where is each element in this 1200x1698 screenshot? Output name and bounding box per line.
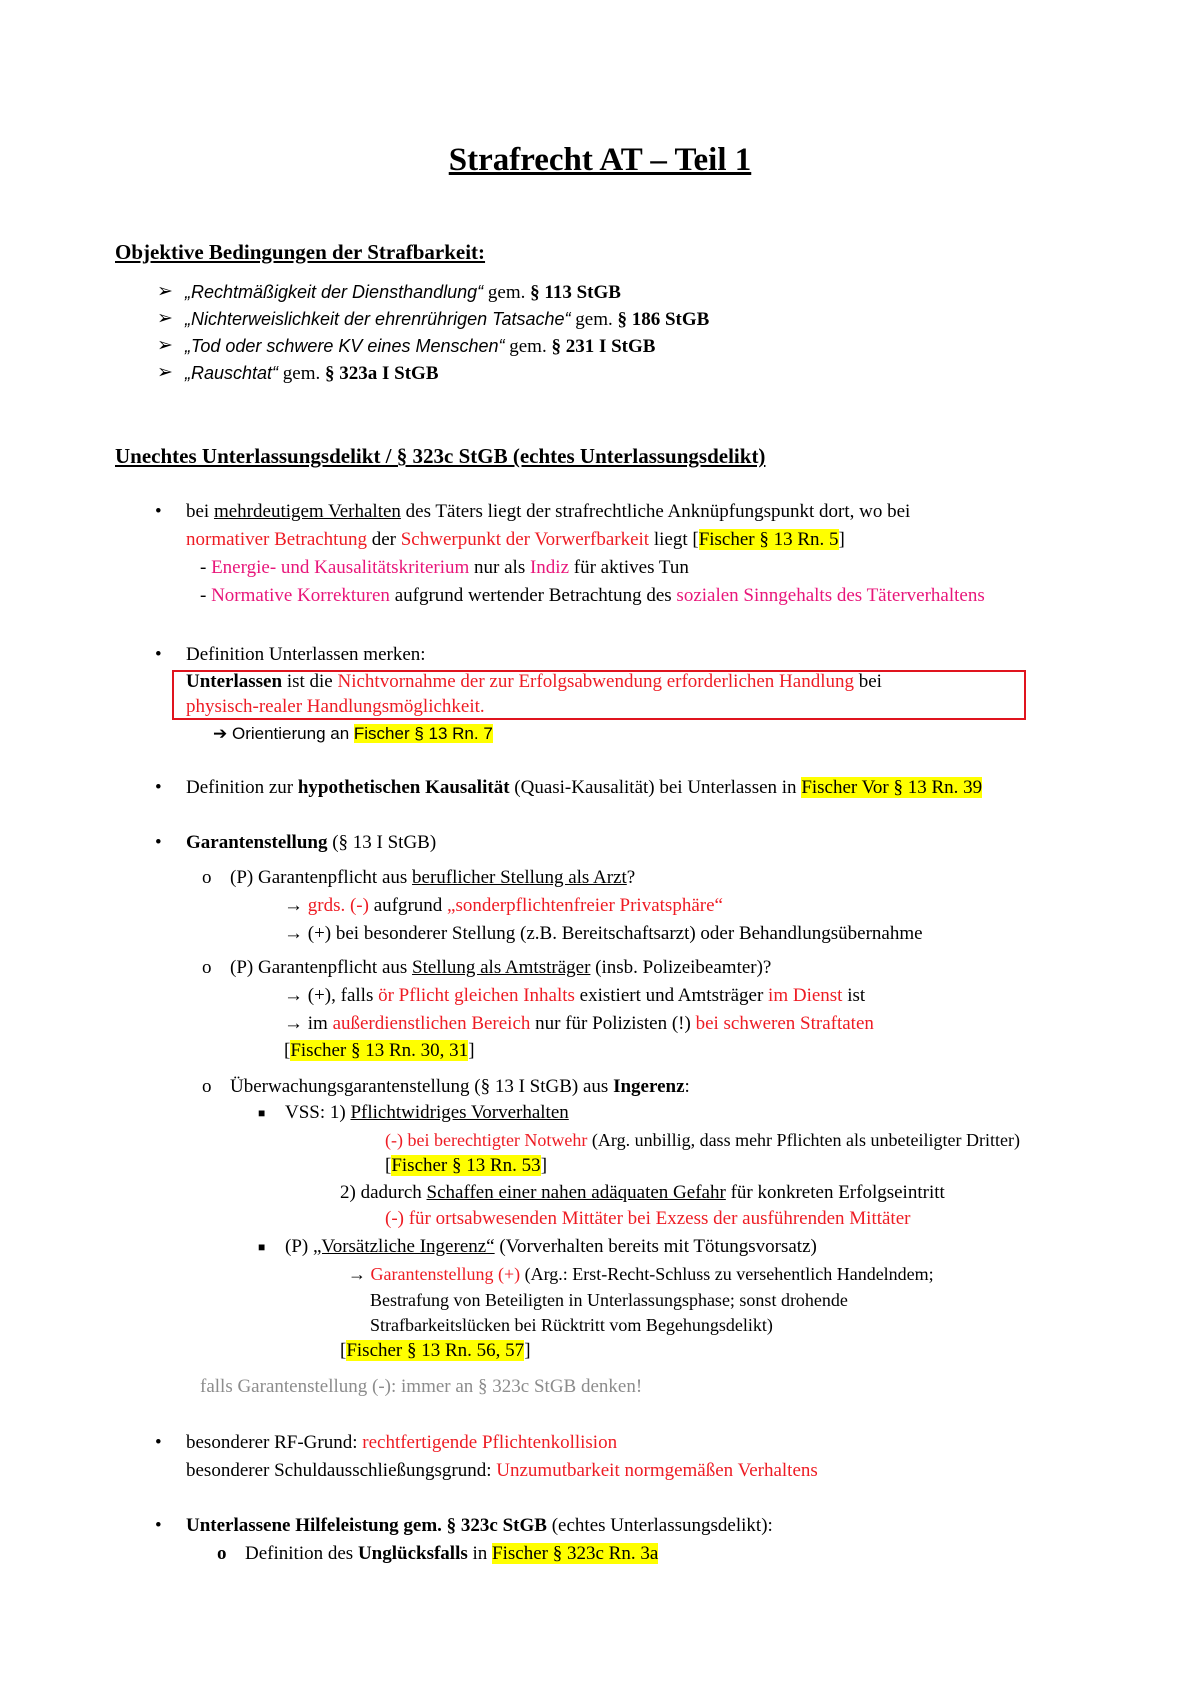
fischer-citation: Fischer § 13 Rn. 5 (698, 529, 839, 550)
bullet-icon: • (155, 501, 162, 522)
arrow-right-icon: → (284, 895, 303, 916)
section-heading-objective-conditions: Objektive Bedingungen der Strafbarkeit: (115, 240, 486, 264)
paragraph-line: besonderer RF-Grund: rechtfertigende Pflichtenkollision (186, 1432, 618, 1453)
circle-bullet-icon: o (202, 1076, 212, 1097)
paragraph-line: - Normative Korrekturen aufgrund wertender Betrachtung des sozialen Sinngehalts des Täterverhaltens (200, 585, 985, 606)
fischer-citation: Fischer § 13 Rn. 53 (391, 1155, 541, 1176)
bullet-icon: • (155, 1432, 162, 1453)
paragraph-line: Überwachungsgarantenstellung (§ 13 I StGB) aus Ingerenz: (230, 1076, 690, 1097)
bullet-icon: • (155, 777, 162, 798)
list-item: „Tod oder schwere KV eines Menschen“ gem. § 231 I StGB (185, 336, 656, 357)
paragraph-line: [Fischer § 13 Rn. 53] (385, 1155, 548, 1176)
fischer-citation: Fischer § 323c Rn. 3a (492, 1543, 659, 1564)
paragraph-line: 2) dadurch Schaffen einer nahen adäquaten Gefahr für konkreten Erfolgseintritt (340, 1182, 945, 1203)
arrow-bullet-icon: ➢ (157, 308, 173, 329)
circle-bullet-icon: o (202, 957, 212, 978)
arrow-bullet-icon: ➢ (157, 281, 173, 302)
paragraph-line: → im außerdienstlichen Bereich nur für Polizisten (!) bei schweren Straftaten (284, 1013, 874, 1034)
paragraph-line: Definition zur hypothetischen Kausalität (Quasi-Kausalität) bei Unterlassen in Fischer Vor § 13 Rn. 39 (186, 777, 983, 798)
circle-bullet-icon: o (202, 867, 212, 888)
arrow-right-icon: → (348, 1264, 366, 1284)
paragraph-line: normativer Betrachtung der Schwerpunkt der Vorwerfbarkeit liegt [Fischer § 13 Rn. 5] (186, 529, 845, 550)
bullet-icon: • (155, 644, 162, 665)
paragraph-line: (P) „Vorsätzliche Ingerenz“ (Vorverhalten bereits mit Tötungsvorsatz) (285, 1236, 817, 1257)
arrow-right-icon: → (284, 1013, 303, 1034)
fischer-citation: Fischer § 13 Rn. 30, 31 (290, 1040, 469, 1061)
arrow-right-icon: → (284, 985, 303, 1006)
circle-bullet-icon: o (217, 1543, 227, 1564)
paragraph-line: Unterlassene Hilfeleistung gem. § 323c StGB (echtes Unterlassungsdelikt): (186, 1515, 773, 1536)
paragraph-line: VSS: 1) Pflichtwidriges Vorverhalten (285, 1102, 569, 1123)
paragraph-line: Definition Unterlassen merken: (186, 644, 426, 665)
list-item: „Rechtmäßigkeit der Diensthandlung“ gem. § 113 StGB (185, 282, 621, 303)
arrow-right-icon: → (284, 923, 303, 944)
paragraph-line: (P) Garantenpflicht aus Stellung als Amtsträger (insb. Polizeibeamter)? (230, 957, 772, 978)
paragraph-line: Garantenstellung (§ 13 I StGB) (186, 832, 437, 853)
fischer-citation: Fischer § 13 Rn. 56, 57 (346, 1340, 525, 1361)
section-heading-omission: Unechtes Unterlassungsdelikt / § 323c StGB (echtes Unterlassungsdelikt) (115, 444, 766, 468)
paragraph-line: bei mehrdeutigem Verhalten des Täters liegt der strafrechtliche Anknüpfungspunkt dort, wo bei (186, 501, 911, 522)
square-bullet-icon: ■ (258, 1240, 266, 1254)
arrow-bullet-icon: ➢ (157, 362, 173, 383)
paragraph-line: → (+), falls ör Pflicht gleichen Inhalts existiert und Amtsträger im Dienst ist (284, 985, 866, 1006)
bullet-icon: • (155, 1515, 162, 1536)
paragraph-line: → grds. (-) aufgrund „sonderpflichtenfreier Privatsphäre“ (284, 895, 723, 916)
square-bullet-icon: ■ (258, 1106, 266, 1120)
paragraph-line: - Energie- und Kausalitätskriterium nur als Indiz für aktives Tun (200, 557, 689, 578)
bullet-icon: • (155, 832, 162, 853)
paragraph-line: besonderer Schuldausschließungsgrund: Unzumutbarkeit normgemäßen Verhaltens (186, 1460, 818, 1481)
page-title: Strafrecht AT – Teil 1 (448, 142, 752, 178)
paragraph-line: [Fischer § 13 Rn. 56, 57] (340, 1340, 531, 1361)
paragraph-line: (-) für ortsabwesenden Mittäter bei Exzess der ausführenden Mittäter (385, 1208, 911, 1229)
paragraph-line: physisch-realer Handlungsmöglichkeit. (186, 696, 485, 717)
paragraph-line: Definition des Unglücksfalls in Fischer § 323c Rn. 3a (245, 1543, 659, 1564)
paragraph-line: Unterlassen ist die Nichtvornahme der zur Erfolgsabwendung erforderlichen Handlung bei (186, 671, 882, 692)
fischer-citation: Fischer Vor § 13 Rn. 39 (801, 777, 983, 798)
paragraph-line: Bestrafung von Beteiligten in Unterlassungsphase; sonst drohende (370, 1290, 848, 1310)
note-line: falls Garantenstellung (-): immer an § 323c StGB denken! (200, 1376, 643, 1397)
paragraph-line: ➔ Orientierung an Fischer § 13 Rn. 7 (213, 724, 493, 743)
paragraph-line: (P) Garantenpflicht aus beruflicher Stellung als Arzt? (230, 867, 636, 888)
list-item: „Rauschtat“ gem. § 323a I StGB (185, 363, 439, 384)
paragraph-line: Strafbarkeitslücken bei Rücktritt vom Begehungsdelikt) (370, 1315, 773, 1335)
arrow-right-icon: ➔ (213, 724, 228, 743)
paragraph-line: [Fischer § 13 Rn. 30, 31] (284, 1040, 475, 1061)
fischer-citation: Fischer § 13 Rn. 7 (353, 724, 493, 743)
paragraph-line: → (+) bei besonderer Stellung (z.B. Bereitschaftsarzt) oder Behandlungsübernahme (284, 923, 923, 944)
list-item: „Nichterweislichkeit der ehrenrührigen Tatsache“ gem. § 186 StGB (185, 309, 710, 330)
arrow-bullet-icon: ➢ (157, 335, 173, 356)
paragraph-line: → Garantenstellung (+) (Arg.: Erst-Recht-Schluss zu versehentlich Handelndem; (348, 1264, 934, 1284)
paragraph-line: (-) bei berechtigter Notwehr (Arg. unbillig, dass mehr Pflichten als unbeteiligter Dritter) (385, 1130, 1020, 1150)
